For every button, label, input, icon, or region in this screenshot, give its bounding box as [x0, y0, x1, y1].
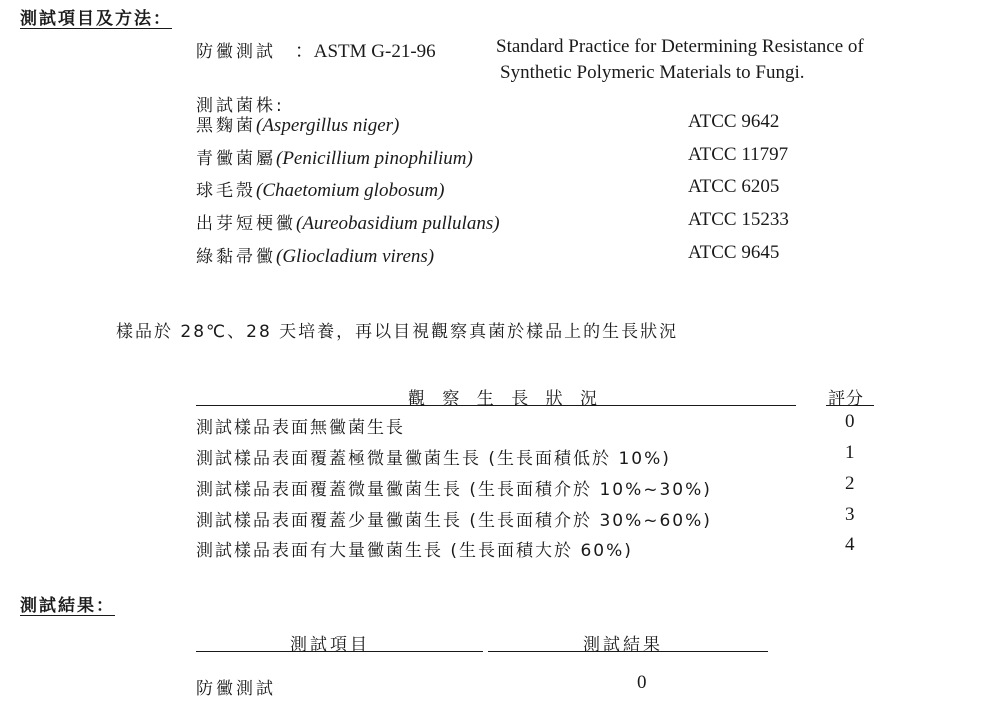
- strains-heading: 測試菌株:: [196, 96, 285, 116]
- strain-atcc: ATCC 11797: [688, 144, 789, 165]
- strain-name-sci: (Gliocladium virens): [276, 246, 435, 267]
- strain-row: [196, 111, 399, 137]
- strain-row: [196, 144, 473, 170]
- result-row-item: 防黴測試: [196, 679, 276, 699]
- result-header-rule-item: [196, 651, 483, 652]
- strain-name-sci: (Aspergillus niger): [256, 115, 400, 136]
- rating-header-observation: 觀 察 生 長 狀 況: [408, 389, 604, 409]
- strain-name-sci: (Penicillium pinophilium): [276, 148, 473, 169]
- method-section-heading: 測試項目及方法：: [20, 9, 172, 29]
- strain-row: [196, 176, 444, 202]
- score-header-rule: [826, 405, 874, 406]
- method-description-line2: Synthetic Polymeric Materials to Fungi.: [500, 62, 805, 83]
- strain-atcc: ATCC 9645: [688, 242, 780, 263]
- result-header-rule-result: [488, 651, 768, 652]
- strain-atcc: ATCC 9642: [688, 111, 780, 132]
- result-header-item: 測試項目: [290, 635, 370, 655]
- rating-row-score: 2: [845, 473, 855, 494]
- rating-header-rule: [196, 405, 796, 406]
- rating-row-text: 測試樣品表面有大量黴菌生長 (生長面積大於 60%): [196, 541, 633, 561]
- strain-row: [196, 242, 434, 268]
- strain-atcc: ATCC 6205: [688, 176, 780, 197]
- rating-row-text: 測試樣品表面覆蓋微量黴菌生長 (生長面積介於 10%~30%): [196, 480, 712, 500]
- rating-row-score: 4: [845, 534, 855, 555]
- strain-name-zh: 青黴菌屬: [196, 149, 276, 169]
- strain-name-zh: 綠黏帚黴: [196, 247, 276, 267]
- strain-name-sci: (Chaetomium globosum): [256, 180, 445, 201]
- strain-atcc: ATCC 15233: [688, 209, 789, 230]
- rating-row-text: 測試樣品表面覆蓋極微量黴菌生長 (生長面積低於 10%): [196, 449, 671, 469]
- strain-name-sci: (Aureobasidium pullulans): [296, 213, 500, 234]
- strain-row: [196, 209, 500, 235]
- rating-row-text: 測試樣品表面無黴菌生長: [196, 418, 405, 438]
- strain-name-zh: 黑麴菌: [196, 116, 256, 136]
- result-section-heading: 測試結果：: [20, 596, 115, 616]
- rating-row-score: 0: [845, 411, 855, 432]
- rating-row-text: 測試樣品表面覆蓋少量黴菌生長 (生長面積介於 30%~60%): [196, 511, 712, 531]
- method-label: 防黴測試: [196, 42, 276, 62]
- method-row: [196, 36, 436, 63]
- result-row-value: 0: [637, 672, 647, 693]
- method-standard: ：ASTM G-21-96: [294, 41, 436, 62]
- method-description-line1: Standard Practice for Determining Resistance of: [496, 36, 864, 57]
- rating-header-score: 評分: [828, 389, 864, 409]
- rating-row-score: 3: [845, 504, 855, 525]
- result-header-result: 測試結果: [583, 635, 663, 655]
- rating-row-score: 1: [845, 442, 855, 463]
- incubation-note: 樣品於 28℃、28 天培養，再以目視觀察真菌於樣品上的生長狀況: [116, 322, 679, 342]
- strain-name-zh: 出芽短梗黴: [196, 214, 296, 234]
- strain-name-zh: 球毛殼: [196, 181, 256, 201]
